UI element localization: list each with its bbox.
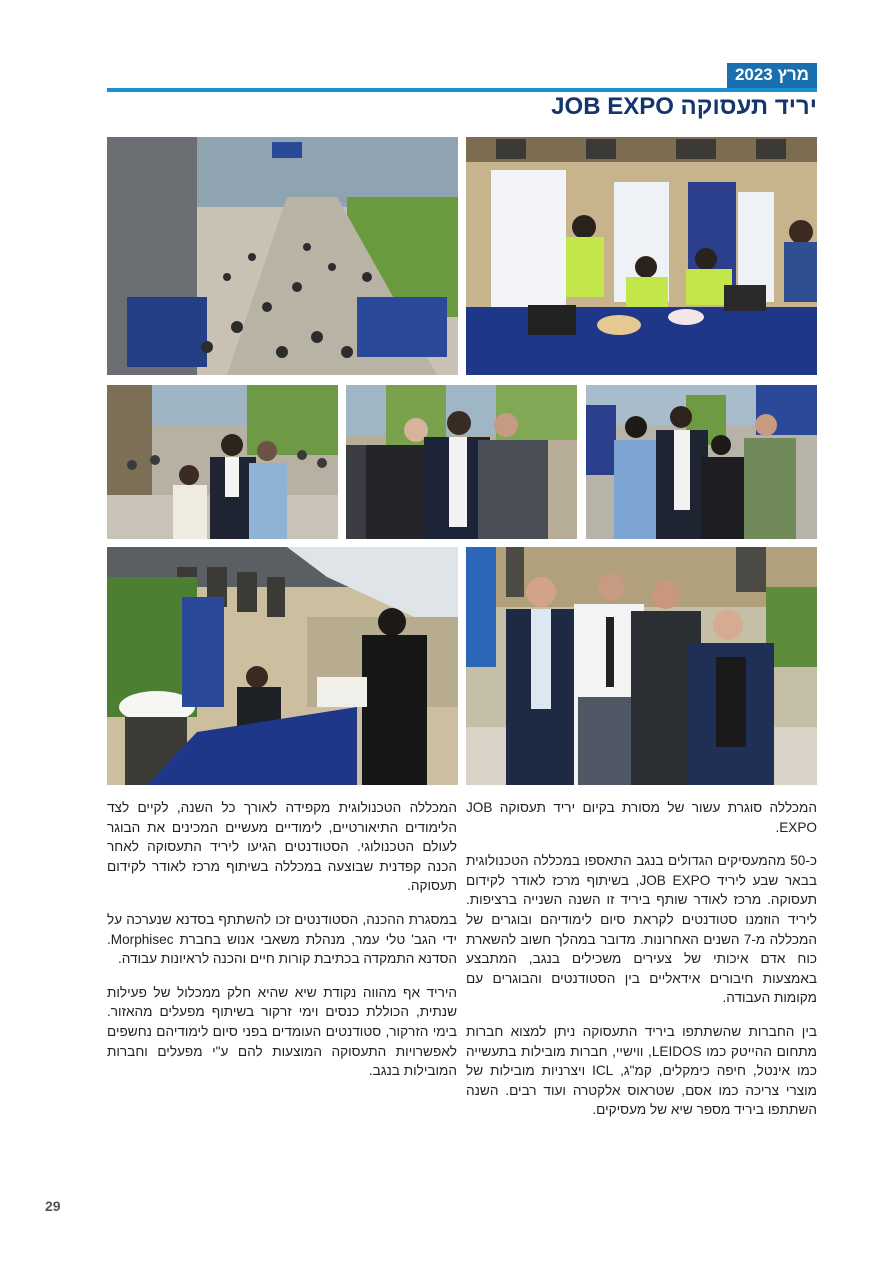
photo-group-small-3 [586, 385, 817, 539]
article-paragraph: במסגרת ההכנה, הסטודנטים זכו להשתתף בסדנא שנערכה על ידי הגב' טלי עמר, מנהלת משאבי אנוש בחברת Morphisec. הסדנא התמקדה בכתיבת קורות חיים והכנה לראיונות עבודה. [107, 911, 457, 967]
photo-fair-crowd-overview [107, 137, 458, 375]
page-number: 29 [45, 1198, 61, 1214]
article-paragraph: המכללה הטכנולוגית מקפידה לאורך כל השנה, לקיים לצד הלימודים התיאורטיים, לימודיים מעשיים המכינים את הבוגר לעולם הטכנולוגי. הסטודנטים הגיעו ליריד התעסוקה לאחר הכנה קפדנית שבוצעה במכללה בשיתוף מרכז לאודר לקידום תעסוקה. [107, 800, 457, 894]
article-paragraph: כ-50 מהמעסיקים הגדולים בנגב התאספו במכללה הטכנולוגית בבאר שבע ליריד JOB EXPO, בשיתוף מרכז לאודר לקידום תעסוקה. מרכז לאודר שותף ביריד זו השנה השנייה ברציפות. ליריד הוזמנו סטודנטים לקראת סיום לימודיהם ובוגרים של המכללה מ-7 השנים האחרונות. מדובר במהלך חשוב להשארת כוח אדם איכותי של צעירים משכילים בנגב, המתבצע באמצעות חיבורים אידאליים בין הסטודנטים והבוגרים עם מקומות העבודה. [466, 853, 818, 1006]
page-title: יריד תעסוקה JOB EXPO [551, 93, 817, 120]
article-right-column [466, 798, 817, 1134]
date-badge: מרץ 2023 [727, 63, 817, 88]
photo-group-small-1 [107, 385, 338, 539]
photo-group-small-2 [346, 385, 577, 539]
photo-group-four-men [466, 547, 817, 785]
article-left-column [107, 798, 457, 1095]
photo-booth-interview [107, 547, 458, 785]
article-paragraph: המכללה סוגרת עשור של מסורת בקיום יריד תעסוקה JOB EXPO. [466, 800, 817, 835]
article-paragraph: בין החברות שהשתתפו ביריד התעסוקה ניתן למצוא חברות מתחום ההייטק כמו LEIDOS, ווישיי, חברות מובילות בתעשייה כמו אינטל, חיפה כימקלים, קמ"ג, ICL ויצרניות מובילות של מוצרי צריכה כמו אסם, שטראוס אלקטרה ועוד רבים. השנה השתתפו ביריד מספר שיא של מעסיקים. [466, 1023, 818, 1118]
article-paragraph: היריד אף מהווה נקודת שיא שהיא חלק ממכלול של פעילות שנתית, הכוללת כנסים וימי זרקור בשיתוף מפעלים מהאזור. בימי הזרקור, סטודנטים העומדים בפני סיום לימודיהם נחשפים לאפשרויות התעסוקה המוצעות להם ע"י מפעלים וחברות המובילות בנגב. [107, 984, 457, 1079]
photo-booth-staff [466, 137, 817, 375]
header-rule [107, 88, 817, 92]
